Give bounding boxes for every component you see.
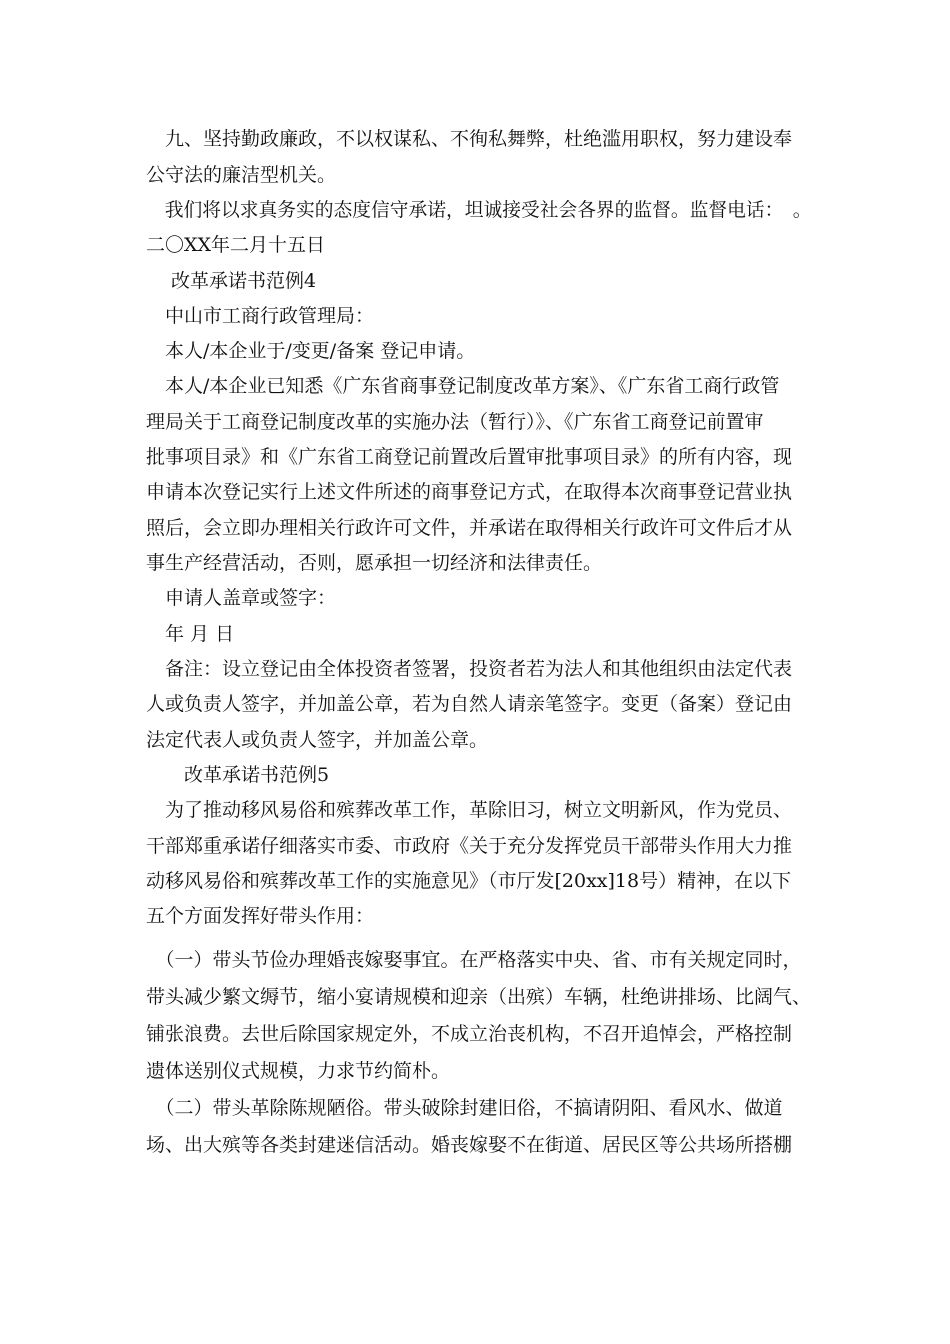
- text-line: 申请本次登记实行上述文件所述的商事登记方式，在取得本次商事登记营业执: [146, 481, 793, 503]
- text-line: 公守法的廉洁型机关。: [146, 164, 337, 186]
- text-line: 九、坚持勤政廉政，不以权谋私、不徇私舞弊，杜绝滥用职权，努力建设奉: [146, 128, 793, 150]
- text-line: 照后，会立即办理相关行政许可文件，并承诺在取得相关行政许可文件后才从: [146, 517, 793, 539]
- text-line: 事生产经营活动，否则，愿承担一切经济和法律责任。: [146, 552, 603, 574]
- text-line: 干部郑重承诺仔细落实市委、市政府《关于充分发挥党员干部带头作用大力推: [146, 835, 793, 857]
- text-line: 遗体送别仪式规模，力求节约简朴。: [146, 1060, 451, 1082]
- text-line: 场、出大殡等各类封建迷信活动。婚丧嫁娶不在街道、居民区等公共场所搭棚: [146, 1134, 793, 1156]
- addressee-line: 中山市工商行政管理局：: [146, 305, 375, 327]
- text-line: 本人/本企业已知悉《广东省商事登记制度改革方案》、《广东省工商行政管: [146, 375, 780, 397]
- text-line: 理局关于工商登记制度改革的实施办法（暂行）》、《广东省工商登记前置审: [146, 411, 764, 433]
- text-line: 人或负责人签字，并加盖公章，若为自然人请亲笔签字。变更（备案）登记由: [146, 693, 793, 715]
- text-line: 五个方面发挥好带头作用：: [146, 905, 375, 927]
- text-line: （二）带头革除陈规陋俗。带头破除封建旧俗，不搞请阴阳、看风水、做道: [146, 1097, 783, 1119]
- text-line: 带头减少繁文缛节，缩小宴请规模和迎亲（出殡）车辆，杜绝讲排场、比阔气、: [146, 986, 812, 1008]
- text-line: 法定代表人或负责人签字，并加盖公章。: [146, 729, 489, 751]
- text-line: 批事项目录》和《广东省工商登记前置改后置审批事项目录》的所有内容，现: [146, 446, 793, 468]
- date-placeholder: 年 月 日: [146, 623, 235, 645]
- text-line: 动移风易俗和殡葬改革工作的实施意见》（市厅发[20xx]18号）精神，在以下: [146, 870, 792, 892]
- section-heading: 改革承诺书范例5: [146, 764, 330, 786]
- text-line: 备注：设立登记由全体投资者签署，投资者若为法人和其他组织由法定代表: [146, 658, 793, 680]
- text-line: 本人/本企业于/变更/备案 登记申请。: [146, 340, 476, 362]
- text-line: 我们将以求真务实的态度信守承诺，坦诚接受社会各界的监督。监督电话： 。: [146, 199, 812, 221]
- date-line: 二〇XX年二月十五日: [146, 234, 326, 256]
- text-line: 铺张浪费。去世后除国家规定外，不成立治丧机构，不召开追悼会，严格控制: [146, 1023, 793, 1045]
- text-line: 为了推动移风易俗和殡葬改革工作，革除旧习，树立文明新风，作为党员、: [146, 799, 793, 821]
- signature-label: 申请人盖章或签字：: [146, 587, 337, 609]
- text-line: （一）带头节俭办理婚丧嫁娶事宜。在严格落实中央、省、市有关规定同时，: [146, 949, 802, 971]
- section-heading: 改革承诺书范例4: [152, 270, 317, 292]
